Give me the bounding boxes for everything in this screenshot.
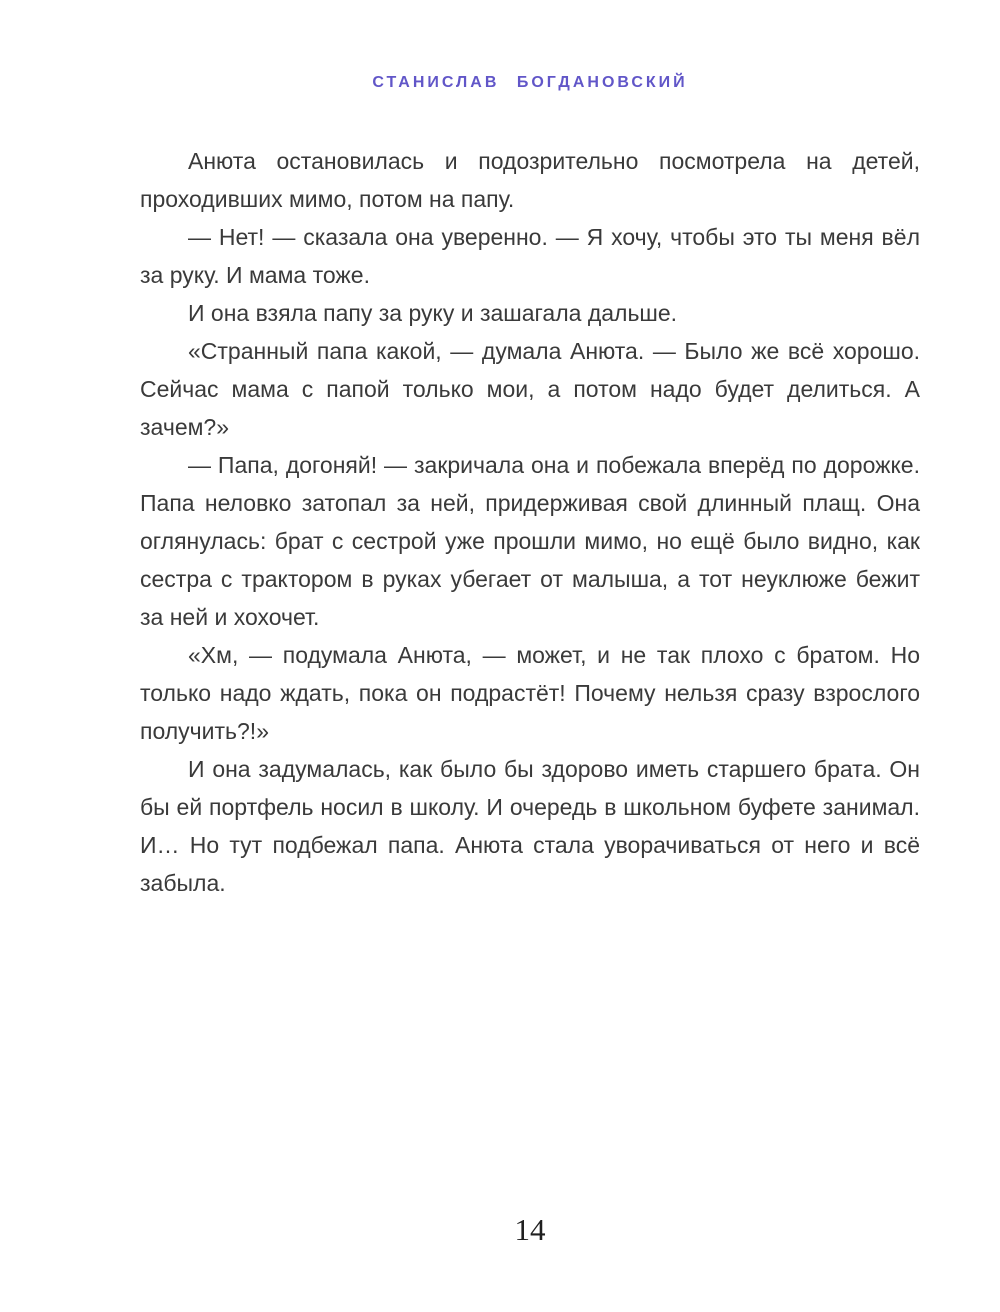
paragraph: «Странный папа какой, — думала Анюта. — Было же всё хорошо. Сейчас мама с папой только мои, а потом надо будет делиться. А зачем?» [140, 338, 920, 440]
paragraph: — Папа, догоняй! — закричала она и побежала вперёд по дорожке. Папа неловко затопал за ней, придерживая свой длинный плащ. Она оглянулась: брат с сестрой уже прошли мимо, но ещё было видно, как сестра с трактором в руках убегает от малыша, а тот неуклюже бежит за ней и хохочет. [140, 452, 920, 630]
page-number: 14 [514, 1212, 546, 1247]
paragraph: «Хм, — подумала Анюта, — может, и не так плохо с братом. Но только надо ждать, пока он подрастёт! Почему нельзя сразу взрослого получить?!» [140, 642, 920, 744]
author-header: СТАНИСЛАВ БОГДАНОВСКИЙ [372, 74, 688, 91]
paragraph: Анюта остановилась и подозрительно посмотрела на детей, проходивших мимо, потом на папу. [140, 148, 920, 212]
paragraph: — Нет! — сказала она уверенно. — Я хочу, чтобы это ты меня вёл за руку. И мама тоже. [140, 224, 920, 288]
paragraph: И она взяла папу за руку и зашагала дальше. [188, 300, 678, 326]
body-text [140, 142, 920, 902]
paragraph: И она задумалась, как было бы здорово иметь старшего брата. Он бы ей портфель носил в школу. И очередь в школьном буфете занимал. И… Но тут подбежал папа. Анюта стала уворачиваться от него и всё забыла. [140, 756, 920, 896]
